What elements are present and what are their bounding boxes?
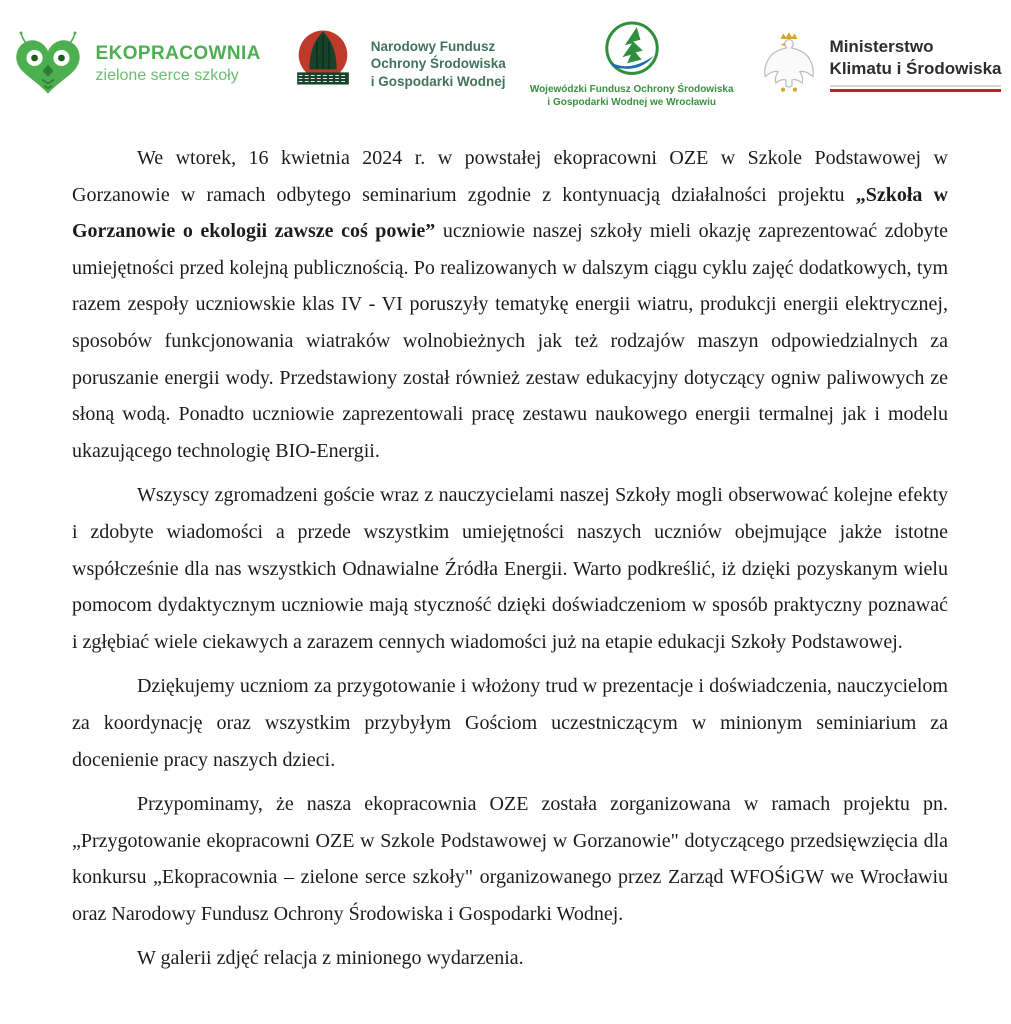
paragraph-5: W galerii zdjęć relacja z minionego wydarzenia. <box>137 947 524 970</box>
pine-circle-icon <box>602 20 662 80</box>
ministerstwo-line-1: Ministerstwo <box>829 36 934 56</box>
paragraph-1-pre: We wtorek, 16 kwietnia 2024 r. w powstałej ekopracowni OZE w Szkole Podstawowej w Gorzanowie w ramach odbytego seminarium zgodnie z kontynuacją działalności projektu <box>72 147 948 206</box>
ekopracownia-title: EKOPRACOWNIA <box>95 43 261 64</box>
paragraph-3: Dziękujemy uczniom za przygotowanie i włożony trud w prezentacje i doświadczenia, nauczycielom za koordynację oraz wszystkim przybyłym Gościom uczestniczącym w minionym seminiarium za docenienie pracy naszych dzieci. <box>72 675 948 771</box>
wfosigw-line-1: Wojewódzki Fundusz Ochrony Środowiska <box>529 83 734 95</box>
nfosigw-caption <box>371 38 506 90</box>
wfosigw-logo <box>530 20 734 109</box>
nfosigw-line-2: Ochrony Środowiska <box>370 56 506 72</box>
nfosigw-line-1: Narodowy Fundusz <box>370 39 496 55</box>
ministerstwo-logo <box>758 29 1002 99</box>
document-page <box>72 140 948 977</box>
paragraph-4: Przypominamy, że nasza ekopracownia OZE została zorganizowana w ramach projektu pn. „Przygotowanie ekopracowni OZE w Szkole Podstawowej w Gorzanowie" dotyczącego przedsięwzięcia dla konkursu „Ekopracownia – zielone serce szkoły" organizowanego przez Zarząd WFOŚiGW we Wrocławiu oraz Narodowy Fundusz Ochrony Środowiska i Gospodarki Wodnej. <box>72 793 948 925</box>
owl-heart-icon <box>10 31 86 97</box>
ministerstwo-line-2: Klimatu i Środowiska <box>829 59 1002 78</box>
nfosigw-line-3: i Gospodarki Wodnej <box>370 73 506 89</box>
paragraph-1 <box>72 140 948 469</box>
ekopracownia-logo <box>10 31 261 97</box>
flag-red-stripe <box>830 89 1002 92</box>
wfosigw-line-2: i Gospodarki Wodnej we Wrocławiu <box>547 96 716 108</box>
logo-bar <box>0 0 1011 112</box>
paragraph-2: Wszyscy zgromadzeni goście wraz z nauczycielami naszej Szkoły mogli obserwować kolejne efekty i zdobyte wiadomości a przede wszystkim umiejętności naszych uczniów obejmujące jakże istotne współcześnie dla nas wszystkich Odnawialne Źródła Energii. Warto podkreślić, iż dzięki pozyskanym wielu pomocom dydaktycznym uczniowie mają styczność dzięki doświadczeniom w sposób praktyczny poznawać i zgłębiać wiele ciekawych a zarazem cennych wiadomości już na etapie edukacji Szkoły Podstawowej. <box>72 484 948 653</box>
poland-flag-bar <box>830 85 1002 92</box>
flag-white-stripe <box>830 85 1002 87</box>
wfosigw-caption <box>530 83 734 109</box>
eagle-icon <box>758 29 820 99</box>
tree-circle-icon <box>285 24 361 104</box>
ministerstwo-caption <box>830 36 1002 92</box>
ekopracownia-subtitle: zielone serce szkoły <box>95 67 239 84</box>
paragraph-1-bold: „Szkoła w Gorzanowie o ekologii zawsze coś powie” <box>72 183 948 243</box>
paragraph-1-post: uczniowie naszej szkoły mieli okazję zaprezentować zdobyte umiejętności przed kolejną publicznością. Po realizowanych w dalszym ciągu cyklu zajęć dodatkowych, tym razem zespoły uczniowskie klas IV - VI poruszyły tematykę energii wiatru, produkcji energii elektrycznej, sposobów funkcjonowania wiatraków wolnobieżnych jak też rodzajów maszyn odpowiedzialnych za poruszanie energii wody. Przedstawiony został również zestaw edukacyjny dotyczący ogniw paliwowych ze słoną wodą. Ponadto uczniowie zaprezentowali pracę zestawu naukowego energii termalnej jak i modelu ukazującego technologię BIO-Energii. <box>72 220 949 462</box>
nfosigw-logo <box>285 24 506 104</box>
